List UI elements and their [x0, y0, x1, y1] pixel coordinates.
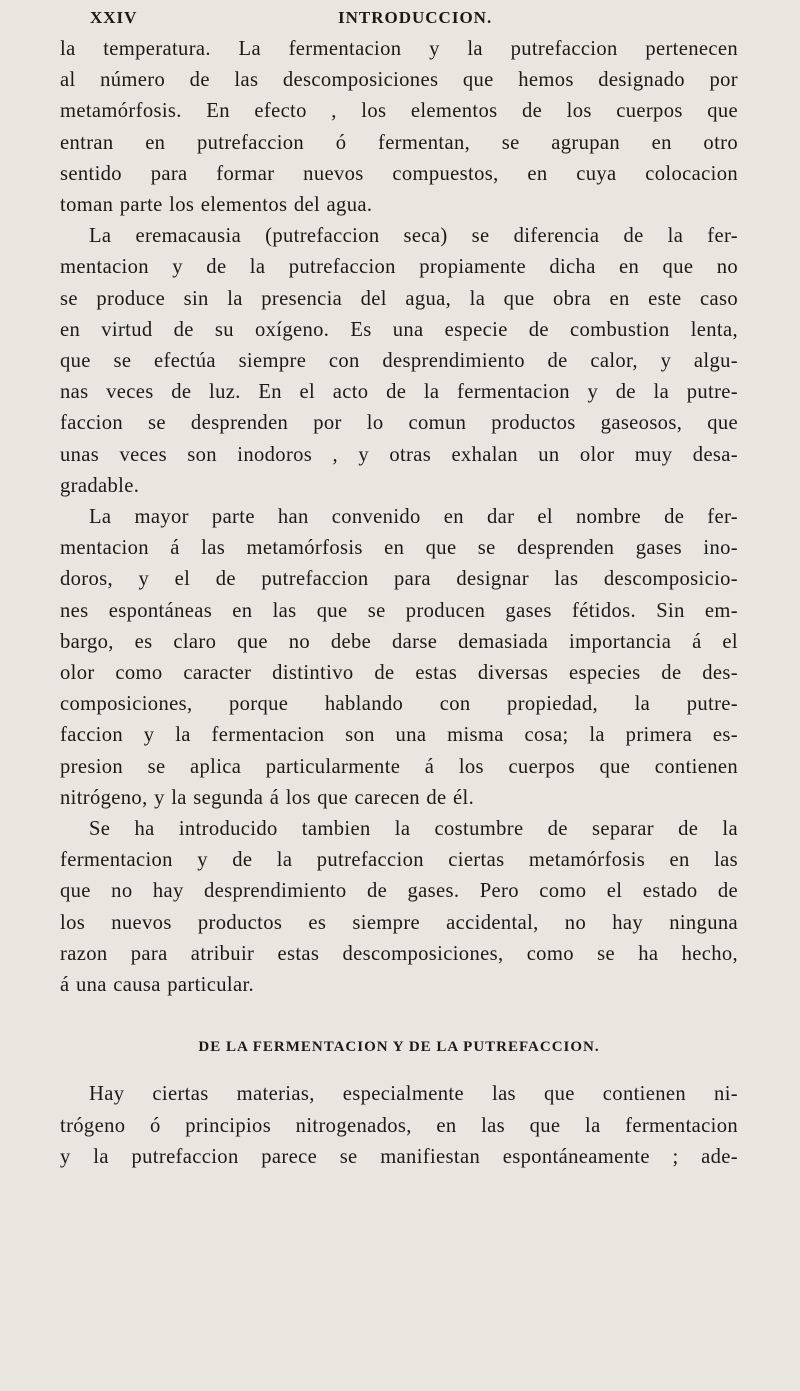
text-line: que se efectúa siempre con desprendimiento de calor, y algu- [60, 350, 738, 373]
text-line: fermentacion y de la putrefaccion ciertas metamórfosis en las [60, 849, 738, 872]
text-line: trógeno ó principios nitrogenados, en las que la fermentacion [60, 1114, 738, 1137]
text-line: unas veces son inodoros , y otras exhalan un olor muy desa- [60, 443, 738, 466]
text-line: Hay ciertas materias, especialmente las que contienen ni- [89, 1083, 738, 1106]
paragraph-2 [60, 221, 738, 502]
text-line: sentido para formar nuevos compuestos, en cuya colocacion [60, 162, 738, 185]
text-line: olor como caracter distintivo de estas diversas especies de des- [60, 662, 738, 685]
paragraph-4 [60, 814, 738, 1001]
text-line: La eremacausia (putrefaccion seca) se diferencia de la fer- [89, 225, 738, 248]
text-line: y la putrefaccion parece se manifiestan espontáneamente ; ade- [60, 1145, 738, 1168]
text-line: al número de las descomposiciones que hemos designado por [60, 69, 738, 92]
text-line: los nuevos productos es siempre accidental, no hay ninguna [60, 911, 738, 934]
text-line: presion se aplica particularmente á los cuerpos que contienen [60, 755, 738, 778]
text-line: que no hay desprendimiento de gases. Pero como el estado de [60, 880, 738, 903]
text-line: en virtud de su oxígeno. Es una especie de combustion lenta, [60, 318, 738, 341]
text-line: la temperatura. La fermentacion y la putrefaccion pertenecen [60, 38, 738, 60]
section-heading: DE LA FERMENTACION Y DE LA PUTREFACCION. [198, 1039, 600, 1056]
text-line: nitrógeno, y la segunda á los que carecen de él. [60, 786, 475, 809]
text-line: Se ha introducido tambien la costumbre de separar de la [89, 818, 738, 841]
body-text [60, 34, 738, 1173]
text-line: mentacion á las metamórfosis en que se desprenden gases ino- [60, 537, 738, 560]
section-paragraph [60, 1079, 738, 1173]
text-line: se produce sin la presencia del agua, la que obra en este caso [60, 287, 738, 310]
text-line: toman parte los elementos del agua. [60, 194, 373, 217]
text-line: doros, y el de putrefaccion para designar las descomposicio- [60, 568, 738, 591]
text-line: entran en putrefaccion ó fermentan, se agrupan en otro [60, 131, 738, 154]
text-line: composiciones, porque hablando con propiedad, la putre- [60, 693, 738, 716]
text-line: bargo, es claro que no debe darse demasiada importancia á el [60, 630, 738, 653]
running-header [60, 6, 738, 32]
page-number: XXIV [90, 8, 138, 27]
text-line: La mayor parte han convenido en dar el nombre de fer- [89, 506, 738, 529]
text-line: faccion y la fermentacion son una misma cosa; la primera es- [60, 724, 738, 747]
text-line: faccion se desprenden por lo comun productos gaseosos, que [60, 412, 738, 435]
running-title: INTRODUCCION. [338, 8, 493, 27]
text-line: gradable. [60, 474, 140, 497]
text-line: razon para atribuir estas descomposiciones, como se ha hecho, [60, 942, 738, 965]
text-line: mentacion y de la putrefaccion propiamente dicha en que no [60, 256, 738, 279]
text-line: nas veces de luz. En el acto de la fermentacion y de la putre- [60, 381, 738, 404]
text-line: á una causa particular. [60, 974, 255, 997]
text-line: metamórfosis. En efecto , los elementos de los cuerpos que [60, 100, 738, 123]
paragraph-3 [60, 502, 738, 814]
paragraph-1 [60, 34, 738, 221]
text-line: nes espontáneas en las que se producen gases fétidos. Sin em- [60, 599, 738, 622]
